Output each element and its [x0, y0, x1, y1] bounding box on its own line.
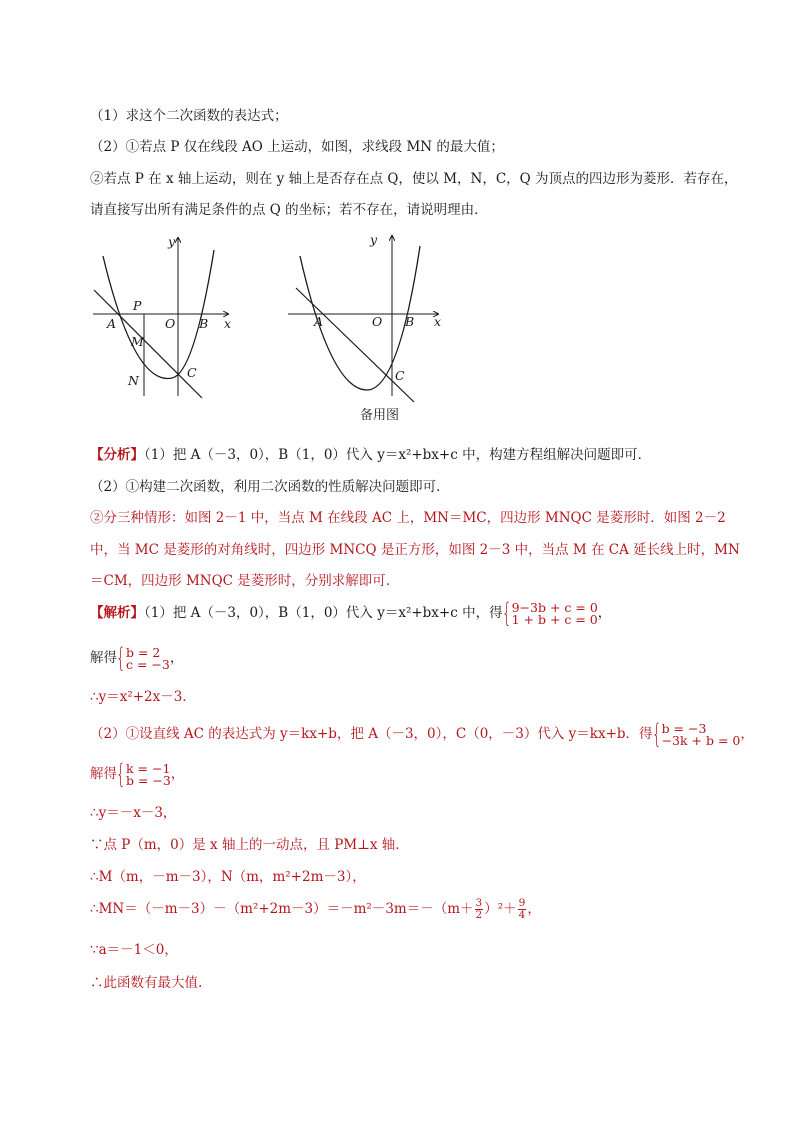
solution-line-7: ∵点 P（m，0）是 x 轴上的一动点，且 PM⊥x 轴． [90, 837, 409, 853]
solution-line-5: 解得 { k = −1 b = −3 ， [90, 762, 184, 787]
question-part2-2a: ②若点 P 在 x 轴上运动，则在 y 轴上是否存在点 Q，使以 M，N，C，Q 为顶点的四边形为菱形．若存在， [90, 171, 738, 187]
solution-text-4: （2）①设直线 AC 的表达式为 y＝kx+b，把 A（－3，0），C（0，－3）代入 y＝kx+b．得 [90, 726, 653, 742]
mn-expression: ∴MN＝（－m－3）－（m²+2m－3）＝－m²－3m＝－（m＋ [90, 901, 474, 917]
solution-line-6: ∴y＝－x－3， [90, 805, 177, 821]
fig1-label-m: M [131, 334, 144, 349]
fig1-label-c: C [187, 365, 197, 380]
fig2-label-b: B [405, 314, 415, 329]
fraction-9-4: $\frac{9}{4}$ [518, 897, 526, 921]
solve-word-2: 解得 [90, 766, 117, 782]
fig1-label-b: B [199, 316, 209, 331]
system-4-eq2: b = −3 [126, 772, 171, 788]
fraction-3-2: $\frac{3}{2}$ [475, 897, 483, 921]
solution-line-9: ∴MN＝（－m－3）－（m²+2m－3）＝－m²－3m＝－（m＋ $\frac{3}{2}$ ）²＋ $\frac{9}{4}$ ， [90, 897, 541, 921]
solution-line-1: 【解析】（1）把 A（－3，0），B（1，0）代入 y＝x²+bx+c 中，得 { 9−3b + c = 0 1 + b + c = 0 ， [90, 601, 611, 626]
figure-1 [88, 228, 248, 403]
solve-word-1: 解得 [90, 650, 117, 666]
system-1 [503, 599, 598, 627]
solution-line-2: 解得 { b = 2 c = −3 ， [90, 646, 183, 671]
fig1-label-x: x [224, 316, 232, 331]
analysis-tag: 【分析】 [90, 447, 144, 463]
question-part2-1: （2）①若点 P 仅在线段 AO 上运动，如图，求线段 MN 的最大值； [90, 139, 504, 155]
system-2-eq1: { b = 2 [126, 644, 161, 660]
solution-line-3: ∴y＝x²+2x－3． [90, 689, 196, 705]
system-4-eq1: { k = −1 [126, 760, 171, 776]
fig2-label-x: x [434, 314, 442, 329]
analysis-line-4: 中，当 MC 是菱形的对角线时，四边形 MNCQ 是正方形，如图 2－3 中，当点 M 在 CA 延长线上时，MN [90, 542, 740, 558]
system-1-eq1: { 9−3b + c = 0 [511, 599, 598, 615]
analysis-line-2: （2）①构建二次函数，利用二次函数的性质解决问题即可． [90, 479, 450, 495]
system-3 [653, 720, 741, 748]
question-part2-2b: 请直接写出所有满足条件的点 Q 的坐标；若不存在，请说明理由． [90, 202, 488, 218]
analysis-text-1: （1）把 A（－3，0），B（1，0）代入 y＝x²+bx+c 中，构建方程组解决问题即可． [144, 447, 652, 463]
figure-2 [286, 228, 446, 403]
solution-line-4: （2）①设直线 AC 的表达式为 y＝kx+b，把 A（－3，0），C（0，－3）代入 y＝kx+b．得 { b = −3 −3k + b = 0 ， [90, 722, 754, 747]
solution-text-1: （1）把 A（－3，0），B（1，0）代入 y＝x²+bx+c 中，得 [144, 605, 503, 621]
fig2-line-ac [296, 288, 414, 402]
solution-line-10: ∵a＝－1＜0， [90, 942, 178, 958]
solution-tag: 【解析】 [90, 605, 144, 621]
analysis-line-3: ②分三种情形：如图 2－1 中，当点 M 在线段 AC 上，MN＝MC，四边形 MNQC 是菱形时．如图 2－2 [90, 510, 726, 526]
system-2-eq2: c = −3 [126, 656, 170, 672]
fig1-line-ac [94, 290, 202, 398]
fig1-label-a: A [107, 316, 117, 331]
figure-caption: 备用图 [360, 408, 400, 423]
system-3-eq2: −3k + b = 0 [661, 732, 741, 748]
analysis-line-5: ＝CM，四边形 MNQC 是菱形时，分别求解即可． [90, 573, 400, 589]
mn-expression-tail: ）²＋ [484, 901, 517, 917]
fig2-label-y: y [370, 232, 378, 247]
fig1-label-y: y [168, 234, 176, 249]
fig2-label-o: O [372, 314, 383, 329]
system-3-eq1: { b = −3 [661, 720, 707, 736]
analysis-line-1 [90, 443, 651, 463]
question-part1: （1）求这个二次函数的表达式； [90, 108, 288, 124]
solution-line-8: ∴M（m，－m－3），N（m，m²+2m－3）， [90, 869, 366, 885]
system-1-eq2: 1 + b + c = 0 [511, 611, 598, 627]
fig2-label-a: A [314, 314, 324, 329]
fig2-label-c: C [395, 368, 405, 383]
fig1-label-o: O [165, 316, 176, 331]
solution-line-11: ∴此函数有最大值. [90, 975, 203, 991]
fig1-label-n: N [128, 373, 139, 388]
fig1-label-p: P [133, 298, 142, 313]
